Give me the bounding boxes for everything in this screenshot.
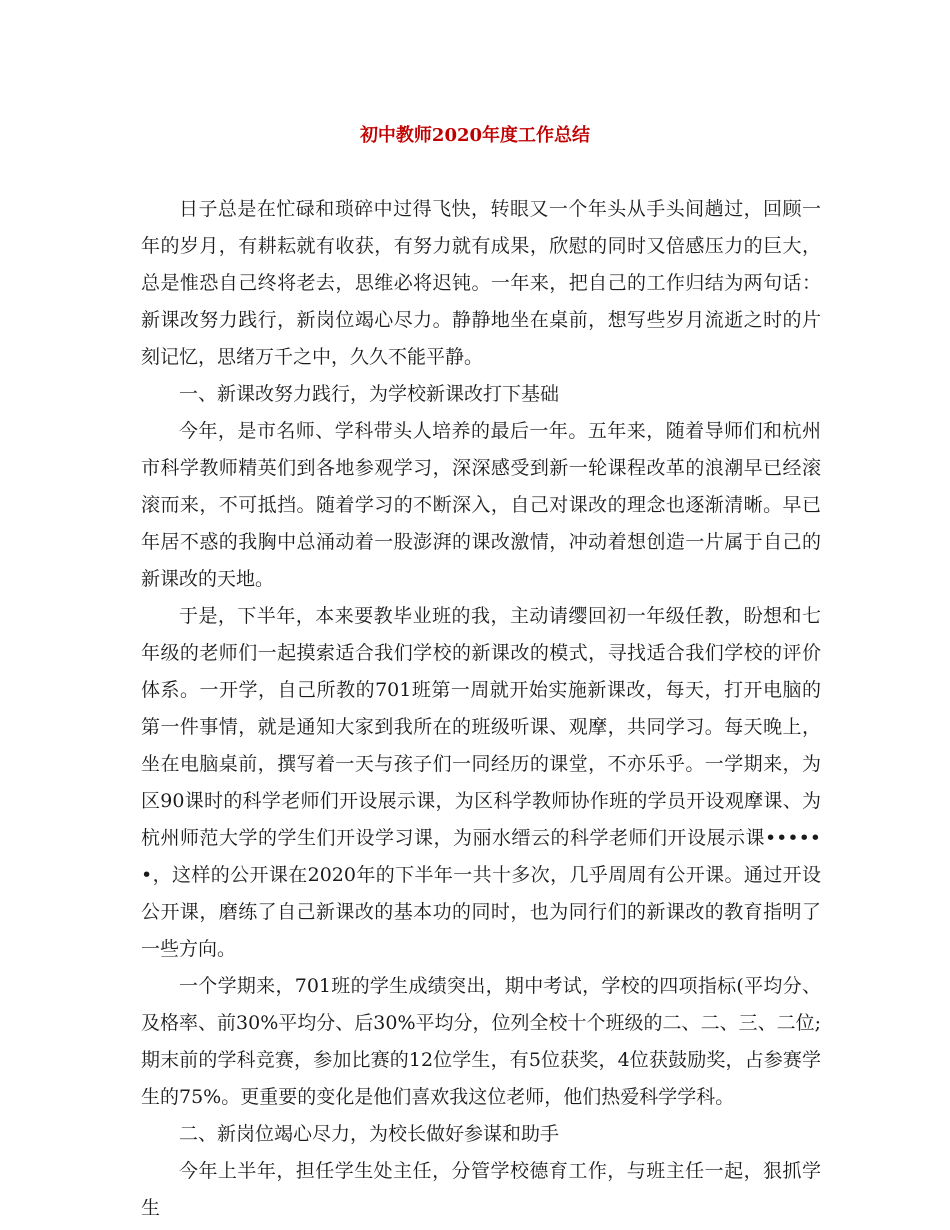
paragraph-section1-3: 一个学期来，701班的学生成绩突出，期中考试，学校的四项指标(平均分、及格率、前30%平均分、后30%平均分，位列全校十个班级的二、二、三、二位;期末前的学科竞赛，参加比赛的12位学生，有5位获奖，4位获鼓励奖，占参赛学生的75%。更重要的变化是他们喜欢我这位老师，他们热爱科学学科。 <box>141 975 821 1108</box>
document-body <box>141 191 821 1227</box>
paragraph-section2-1: 今年上半年，担任学生处主任，分管学校德育工作，与班主任一起，狠抓学生 <box>141 1160 821 1219</box>
paragraph-section1-1: 今年，是市名师、学科带头人培养的最后一年。五年来，随着导师们和杭州市科学教师精英们到各地参观学习，深深感受到新一轮课程改革的浪潮早已经滚滚而来，不可抵挡。随着学习的不断深入，自己对课改的理念也逐渐清晰。早已年居不惑的我胸中总涌动着一股澎湃的课改激情，冲动着想创造一片属于自己的新课改的天地。 <box>141 420 821 590</box>
section-heading-2: 二、新岗位竭心尽力，为校长做好参谋和助手 <box>179 1123 560 1145</box>
paragraph-section1-2: 于是，下半年，本来要教毕业班的我，主动请缨回初一年级任教，盼想和七年级的老师们一起摸索适合我们学校的新课改的模式，寻找适合我们学校的评价体系。一开学，自己所教的701班第一周就开始实施新课改，每天，打开电脑的第一件事情，就是通知大家到我所在的班级听课、观摩，共同学习。每天晚上，坐在电脑桌前，撰写着一天与孩子们一同经历的课堂，不亦乐乎。一学期来，为区90课时的科学老师们开设展示课，为区科学教师协作班的学员开设观摩课、为杭州师范大学的学生们开设学习课，为丽水缙云的科学老师们开设展示课••••••，这样的公开课在2020年的下半年一共十多次，几乎周周有公开课。通过开设公开课，磨练了自己新课改的基本功的同时，也为同行们的新课改的教育指明了一些方向。 <box>141 605 821 960</box>
document-title: 初中教师2020年度工作总结 <box>359 125 591 146</box>
section-heading-1: 一、新课改努力践行，为学校新课改打下基础 <box>179 383 560 405</box>
paragraph-intro: 日子总是在忙碌和琐碎中过得飞快，转眼又一个年头从手头间趟过，回顾一年的岁月，有耕耘就有收获，有努力就有成果，欣慰的同时又倍感压力的巨大，总是惟恐自己终将老去，思维必将迟钝。一年来，把自己的工作归结为两句话：新课改努力践行，新岗位竭心尽力。静静地坐在桌前，想写些岁月流逝之时的片刻记忆，思绪万千之中，久久不能平静。 <box>141 198 821 368</box>
